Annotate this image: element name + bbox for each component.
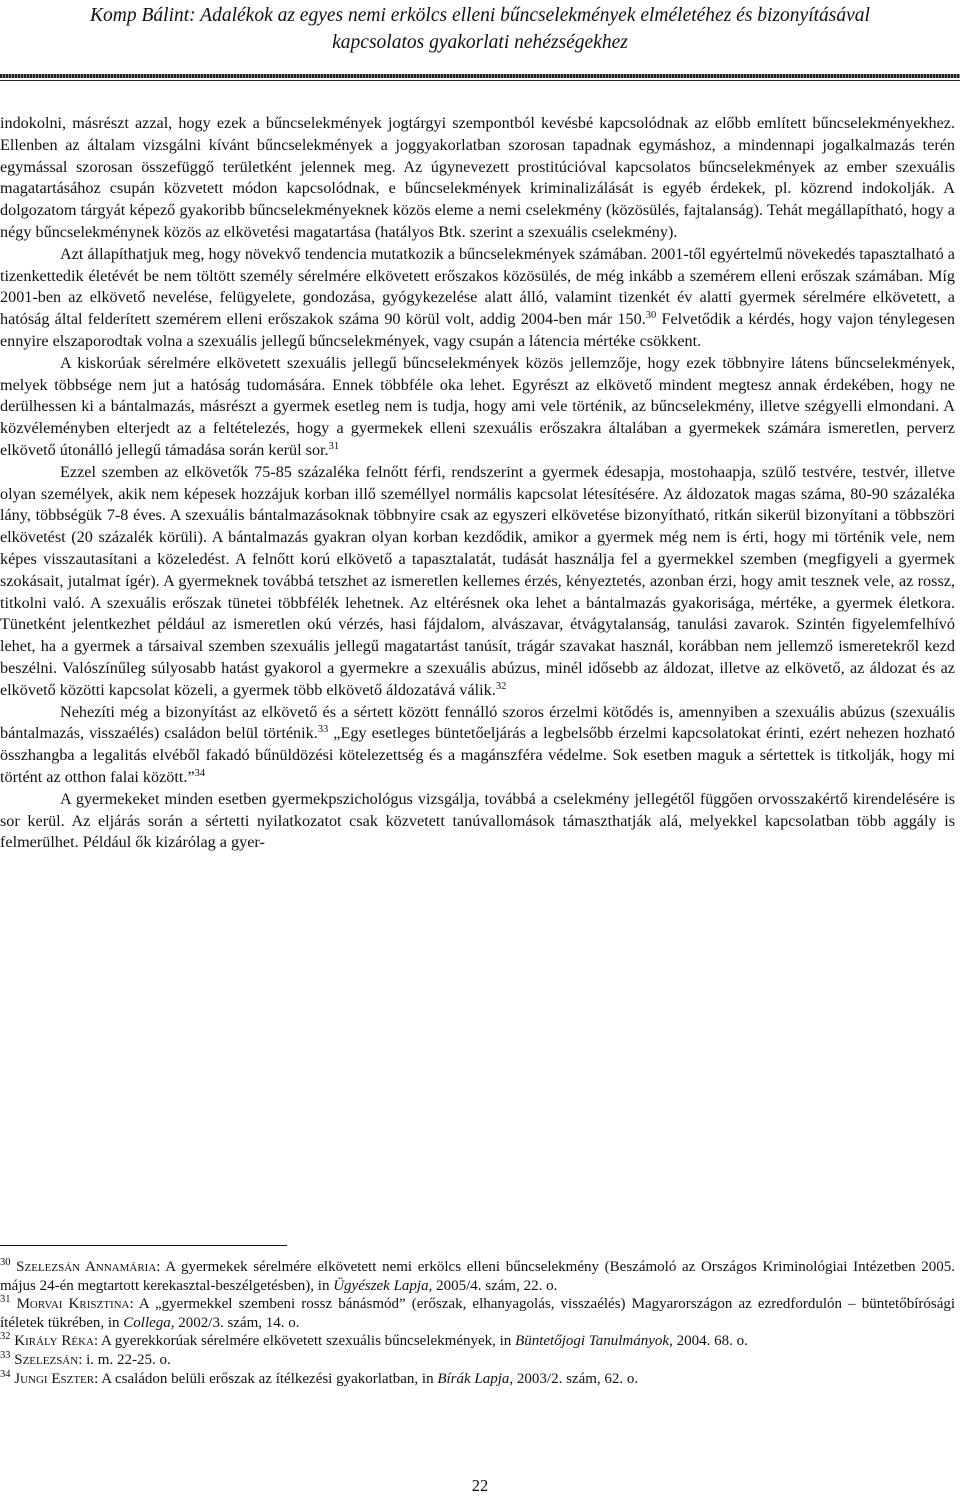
footnote-number: 34 [0, 1368, 11, 1380]
footnote-ref[interactable]: 33 [317, 724, 329, 736]
footnote-text: : A gyerekkorúak sérelmére elkövetett szexuális bűncselekmények, in [93, 1333, 516, 1350]
footnote-number: 33 [0, 1349, 11, 1361]
page-number: 22 [471, 1476, 489, 1495]
footnote [0, 1332, 955, 1351]
footnote-author: Szelezsán Annamária [16, 1259, 157, 1275]
footnote-text: , 2004. 68. o. [669, 1333, 748, 1350]
footnote-author: Morvai Krisztina [16, 1296, 130, 1313]
paragraph-text: indokolni, másrészt azzal, hogy ezek a bűncselekmények jogtárgyi szempontból kevésbé kapcsolódnak az előbb említett bűncselekményekhez. Ellenben az általam vizsgálni kívánt bűncselekmények a joggyakorlatban szorosan tapadnak egymáshoz, a mindennapi jogalkalmazás terén egymással szorosan összefüggő területként jelennek meg. Az úgynevezett prostitúcióval kapcsolatos bűncselekmények az ember szexuális magatartásához csupán közvetett módon kapcsolódnak, e bűncselekmények kriminalizálását is egyéb érdekek, pl. közrend indokolják. A dolgozatom tárgyát képező gyakoribb bűncselekményeknek közös eleme a nemi cselekmény (közösülés, fajtalanság). Tehát megállapítható, hogy a négy bűncselekménynek közös az elkövetési magatartása (hatályos Btk. szerint a szexuális cselekmény). [0, 114, 955, 241]
footnote [0, 1258, 955, 1295]
header-line-2: kapcsolatos gyakorlati nehézségekhez [332, 32, 628, 53]
footnote [0, 1295, 955, 1332]
footnote-text: , 2002/3. szám, 14. o. [170, 1314, 300, 1331]
paragraph-text: A kiskorúak sérelmére elkövetett szexuális jellegű bűncselekmények közös jellemzője, hogy ezek többnyire látens bűncselekmények, melyek többsége nem jut a hatóság tudomására. Ennek többféle oka lehet. Egyrészt az elkövető mindent megtesz annak érdekében, hogy ne derülhessen ki a bántalmazás, másrészt a gyermek esetleg nem is tudja, hogy ami vele történik, az bűncselekmény, illetve szégyelli elmondani. A közvéleményben elterjedt az a feltételezés, hogy a gyermekek elleni szexuális erőszakra általában a gyermekek számára ismeretlen, perverz elkövető útonálló jellegű támadása során kerül sor. [0, 353, 955, 459]
paragraph-text: Ezzel szemben az elkövetők 75-85 százaléka felnőtt férfi, rendszerint a gyermek édesapja, mostohaapja, szülő testvére, testvér, illetve olyan személyek, akik nem képesek hozzájuk korban illő személlyel normális kapcsolat létesítésére. Az áldozatok magas száma, 80-90 százaléka lány, többségük 7-8 éves. A szexuális bántalmazásoknak többnyire csak az egyszeri elkövetése bizonyítható, ritkán sikerül bizonyítani a többszöri elkövetést (20 százalék körüli). A bántalmazás gyakran olyan korban kezdődik, amikor a gyermek még nem is érti, hogy mi történik vele, nem képes visszautasítani a közeledést. A felnőtt korú elkövető a tapasztalatát, tudását használja fel a gyermekkel szemben (megfigyeli a gyermek szokásait, jutalmat ígér). A gyermeknek továbbá tetszhet az ismeretlen kellemes érzés, kényeztetés, azonban érzi, hogy amit tesznek vele, az rossz, titkolni való. A szexuális erőszak tünetei többfélék lehetnek. Az eltérésnek oka lehet a bántalmazás gyakorisága, mértéke, a gyermek életkora. Tünetként jelentkezhet például az ismeretlen okú vérzés, hasi fájdalom, alvászavar, étvágytalanság, tanulási zavarok. Szintén figyelemfelhívó lehet, ha a gyermek a társaival szemben szexuális jellegű magatartást tanúsít, trágár szavakat használ, korábban nem jellemző ismeretekről kezd beszélni. Valószínűleg súlyosabb hatást gyakorol a gyermekre a szexuális abúzus, minél idősebb az áldozat, illetve az elkövető, az áldozat és az elkövető közötti kapcsolat közeli, a gyermek több elkövető áldozatává válik. [0, 462, 955, 699]
footnote-ref[interactable]: 34 [194, 767, 206, 779]
paragraph [0, 789, 955, 854]
footnote-ref[interactable]: 32 [495, 680, 507, 692]
footnote-author: Szelezsán [14, 1351, 79, 1368]
footnote [0, 1351, 955, 1370]
header-rule-thin [0, 80, 960, 81]
footnote-source-title: Bírák Lapja [437, 1370, 510, 1387]
footnote-source-title: Collega [123, 1314, 171, 1331]
footnote-ref[interactable]: 31 [328, 440, 340, 452]
body-text [0, 113, 955, 854]
paragraph [0, 462, 955, 702]
footnote-text: : A gyermekek sérelmére elkövetett nemi erkölcs elleni bűncselekmény (Beszámoló az Országos Kriminológiai Intézetben 2005. május 24-én megtartott kerekasztal-beszélgetésben), in [0, 1259, 956, 1294]
footnote-source-title: Büntetőjogi Tanulmányok [515, 1333, 670, 1350]
header-rule-thick [0, 74, 960, 78]
paragraph-text: Felvetődik a kérdés, hogy vajon ténylegesen ennyire elszaporodtak volna a szexuális jellegű bűncselekmények, vagy csupán a látencia mértéke csökkent. [0, 310, 955, 350]
paragraph-text: „Egy esetleges büntetőeljárás a legbelsőbb érzelmi kapcsolatokat érinti, ezért nehezen hozható összhangba a legalitás elvéből fakadó bűnüldözési kötelezettség és a magánszféra védelme. Sok esetben maguk a sértettek is titkolják, hogy mi történt az otthon falai között.” [0, 724, 955, 786]
paragraph-text: Azt állapíthatjuk meg, hogy növekvő tendencia mutatkozik a bűncselekmények számában. 2001-től egyértelmű növekedés tapasztalható a tizenkettedik életévét be nem töltött személy sérelmére elkövetett erőszakos közösülés, de még inkább a szemérem elleni erőszak számában. Míg 2001-ben az elkövető nevelése, felügyelete, gondozása, gyógykezelése alatt álló, valamint tizenkét év alatti gyermek sérelmére elkövetett, a hatóság által felderített szemérem elleni erőszakok száma 90 körül volt, addig 2004-ben már 150. [0, 244, 955, 329]
footnote-separator [0, 1245, 287, 1246]
paragraph-text: Nehezíti még a bizonyítást az elkövető és a sértett között fennálló szoros érzelmi kötődés is, amennyiben a szexuális abúzus (szexuális bántalmazás, visszaélés) családon belül történik. [0, 702, 955, 743]
footnote-text: , 2003/2. szám, 62. o. [509, 1370, 639, 1387]
paragraph [0, 113, 955, 244]
footnote-number: 30 [0, 1257, 11, 1268]
header-line-1: Komp Bálint: Adalékok az egyes nemi erkölcs elleni bűncselekmények elméletéhez és bizonyításával [90, 5, 870, 26]
paragraph [0, 353, 955, 462]
footnote-source-title: Ügyészek Lapja [333, 1277, 429, 1294]
footnotes [0, 1258, 955, 1388]
paragraph [0, 244, 955, 353]
footnote-text: : A családon belüli erőszak az ítélkezési gyakorlatban, in [94, 1370, 438, 1387]
paragraph-text: A gyermekeket minden esetben gyermekpszichológus vizsgálja, továbbá a cselekmény jellegétől függően orvosszakértő kirendelésére is sor kerül. Az eljárás során a sértetti nyilatkozatot csak közvetett tanúvallomások támaszthatják alá, melyekkel kapcsolatban több aggály is felmerülhet. Például ők kizárólag a gyer- [0, 789, 955, 852]
paragraph [0, 702, 955, 789]
footnote-text: : A „gyermekkel szembeni rossz bánásmód” (erőszak, elhanyagolás, visszaélés) Magyarországon az ezredfordulón – büntetőbírósági ítéletek tükrében, in [0, 1296, 956, 1331]
footnote-text: : i. m. 22-25. o. [78, 1351, 171, 1368]
footnote-author: Jungi Eszter [14, 1370, 95, 1387]
running-header [0, 2, 960, 56]
footnote-text: , 2005/4. szám, 22. o. [428, 1277, 558, 1294]
footnote-number: 31 [0, 1294, 11, 1306]
footnote-number: 32 [0, 1331, 11, 1343]
footnote [0, 1370, 955, 1389]
footnote-ref[interactable]: 30 [645, 310, 657, 322]
footnote-author: Király Réka [14, 1333, 94, 1350]
